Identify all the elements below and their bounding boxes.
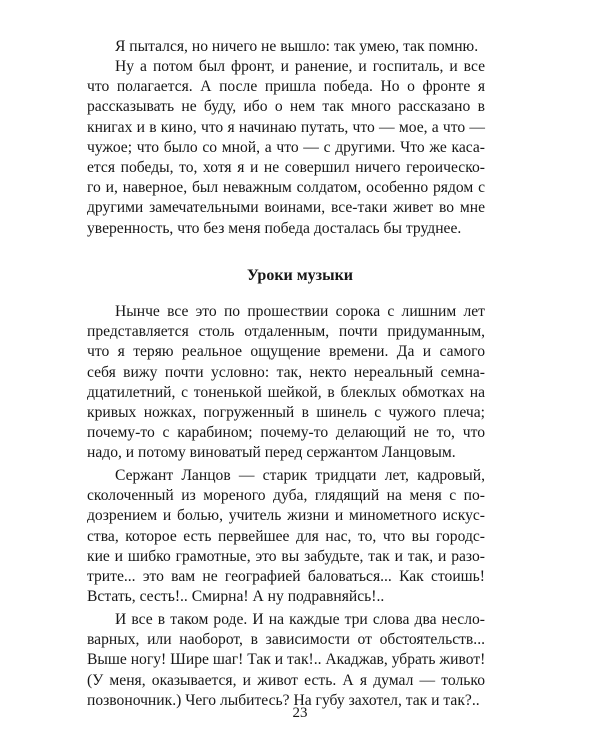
text-line: варных, или наоборот, в зависимости от обстоятельств... (87, 631, 485, 649)
text-line: рассказывать не буду, ибо о нем так много рассказано в (87, 98, 485, 116)
text-line: почему-то с карабином; почему-то делающий не то, что (87, 424, 485, 442)
text-line: И все в таком роде. И на каждые три слова два несло- (115, 611, 485, 628)
text-line: кие и шибко грамотные, это вы забудьте, так и так, и разо- (87, 547, 485, 565)
text-line: трите... это вам не географией баловаться... Как стоишь! (87, 568, 485, 586)
paragraph-closing-line (87, 37, 485, 57)
text-line: Нынче все это по прошествии сорока с лишним лет (115, 303, 485, 320)
text-line: Выше ногу! Шире шаг! Так и так!.. Акаджав, убрать живот! (87, 651, 486, 669)
text-line: представляется столь отдаленным, почти придуманным, (87, 323, 485, 341)
text-line: другими замечательными воинами, все-таки живет во мне (87, 199, 485, 217)
text-line: (У меня, оказывается, и живот есть. А я думал — только (87, 671, 485, 689)
chapter-title: Уроки музыки (246, 267, 354, 284)
text-line: чужое; что было со мной, а что — с другими. Что же каса- (87, 138, 485, 156)
paragraph-sergeant-lantsov (87, 466, 485, 607)
paragraph-war-memories (87, 57, 485, 239)
text-line: позвоночник.) Чего лыбитесь? На губу захотел, так и так?.. (87, 691, 480, 709)
text-line: ется победы, то, хотя я и не совершил ничего героическо- (87, 159, 485, 177)
text-line: книгах и в кино, что я начинаю путать, что — мое, а что — (87, 118, 485, 136)
text-line: Сержант Ланцов — старик тридцати лет, кадровый, (115, 467, 485, 484)
text-line: дозрением и болью, учитель жизни и минометного искус- (87, 507, 485, 525)
paragraph-self-image (87, 302, 485, 464)
text-line: что я теряю реальное ощущение времени. Да и самого (87, 343, 485, 361)
text-line: что полагается. А после пришла победа. Но о фронте я (87, 78, 485, 96)
text-line: го и, наверное, был неважным солдатом, особенно рядом с (87, 179, 485, 197)
page-number: 23 (292, 705, 308, 721)
text-line: надо, и потому виноватый перед сержантом Ланцовым. (87, 444, 456, 462)
text-line: дцатилетний, с тоненькой шейкой, в блеклых обмотках на (87, 383, 485, 401)
text-line: кривых ножках, погруженный в шинель с чужого плеча; (87, 404, 485, 422)
text-line: Ну а потом был фронт, и ранение, и госпиталь, и все (115, 58, 485, 75)
text-line: Встать, сесть!.. Смирна! А ну подравняйсь!.. (87, 588, 385, 606)
text-line: сколоченный из мореного дуба, глядящий на меня с по- (87, 487, 485, 505)
text-line: Я пытался, но ничего не вышло: так умею, так помню. (115, 38, 479, 55)
text-line: себя вижу почти условно: так, некто нереальный семна- (87, 363, 485, 381)
text-line: ства, которое есть первейшее для нас, то, что вы городс- (87, 527, 485, 545)
text-line: уверенность, что без меня победа досталась бы труднее. (87, 219, 462, 237)
paragraph-drill-orders (87, 610, 485, 711)
